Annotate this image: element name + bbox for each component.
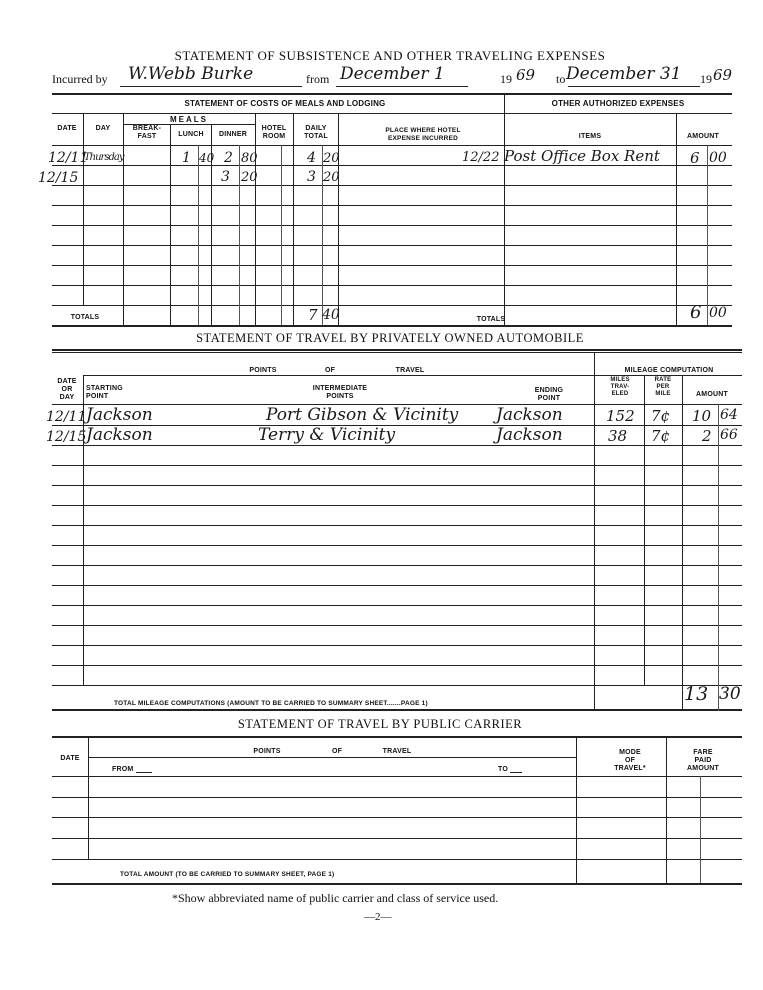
row-item: Post Office Box Rent xyxy=(504,147,660,165)
carrier-total-label: TOTAL AMOUNT (TO BE CARRIED TO SUMMARY SHEET, PAGE 1) xyxy=(120,871,335,878)
auto-row-rate: 7¢ xyxy=(651,407,671,425)
auto-col-date: DATE OR DAY xyxy=(57,378,77,401)
to-label: to xyxy=(556,72,566,86)
col-hotel: HOTEL ROOM xyxy=(261,125,287,140)
col-items: ITEMS xyxy=(578,133,602,140)
other-expenses-title: OTHER AUTHORIZED EXPENSES xyxy=(551,99,685,108)
row-lunch-dollars: 1 xyxy=(182,150,191,166)
auto-row-amount-dollars: 2 xyxy=(702,427,712,445)
row-daily-dollars: 3 xyxy=(307,169,316,185)
carrier-col-from: FROM xyxy=(112,766,134,773)
row-dinner-cents: 20 xyxy=(241,170,258,185)
carrier-section-title: STATEMENT OF TRAVEL BY PUBLIC CARRIER xyxy=(237,717,523,731)
auto-col-rate: RATE PER MILE xyxy=(654,377,672,397)
auto-col-amount: AMOUNT xyxy=(696,391,728,398)
to-year-prefix: 19 xyxy=(700,72,712,86)
incurred-by-label: Incurred by xyxy=(52,72,108,86)
row-daily-dollars: 4 xyxy=(307,150,316,166)
auto-header-points: POINTS xyxy=(249,367,277,374)
total-daily-cents: 40 xyxy=(322,307,340,323)
auto-total-dollars: 13 xyxy=(684,683,709,705)
auto-row-start: Jackson xyxy=(86,405,153,425)
meals-section-title: STATEMENT OF COSTS OF MEALS AND LODGING xyxy=(184,99,386,108)
carrier-col-to: TO xyxy=(498,766,508,773)
col-amount: AMOUNT xyxy=(687,133,719,140)
from-year: 69 xyxy=(516,66,536,84)
carrier-header-of: OF xyxy=(331,748,343,755)
from-year-prefix: 19 xyxy=(500,72,512,86)
auto-col-miles: MILES TRAV- ELED xyxy=(610,377,630,397)
col-lunch: LUNCH xyxy=(178,131,204,138)
footnote: *Show abbreviated name of public carrier and class of service used. xyxy=(172,891,499,905)
row-other-date: 12/22 xyxy=(462,150,500,165)
auto-row-amount-cents: 64 xyxy=(720,407,738,423)
auto-col-starting: STARTING POINT xyxy=(86,385,123,400)
auto-header-of: OF xyxy=(324,367,336,374)
auto-col-ending: ENDING POINT xyxy=(534,387,564,402)
row-daily-cents: 20 xyxy=(323,170,340,185)
auto-header-travel: TRAVEL xyxy=(395,367,425,374)
row-amount-dollars: 6 xyxy=(690,149,700,167)
row-daily-cents: 20 xyxy=(323,151,340,166)
auto-row-miles: 38 xyxy=(608,427,628,445)
row-dinner-dollars: 3 xyxy=(221,169,230,185)
row-date: 12/15 xyxy=(38,170,79,186)
auto-total-label: TOTAL MILEAGE COMPUTATIONS (AMOUNT TO BE CARRIED TO SUMMARY SHEET.......PAGE 1) xyxy=(114,700,428,707)
auto-row-end: Jackson xyxy=(496,425,563,445)
auto-total-cents: 30 xyxy=(719,684,741,704)
row-date: 12/11 xyxy=(48,150,89,166)
col-day: DAY xyxy=(95,125,111,132)
auto-row-amount-cents: 66 xyxy=(720,427,738,443)
row-dinner-dollars: 2 xyxy=(224,150,233,166)
page-number: —2— xyxy=(364,911,392,923)
form-title: STATEMENT OF SUBSISTENCE AND OTHER TRAVELING EXPENSES xyxy=(174,48,606,63)
from-date: December 1 xyxy=(340,64,445,84)
auto-row-amount-dollars: 10 xyxy=(692,407,712,425)
auto-row-miles: 152 xyxy=(606,407,635,425)
to-date: December 31 xyxy=(566,64,682,84)
carrier-col-fare: FARE PAID AMOUNT xyxy=(687,749,719,772)
incurred-by-name: W.Webb Burke xyxy=(128,64,254,84)
row-lunch-cents: 40 xyxy=(199,151,215,165)
auto-col-intermediate: INTERMEDIATE POINTS xyxy=(312,385,368,400)
total-other-dollars: 6 xyxy=(690,302,702,323)
auto-row-intermediate: Terry & Vicinity xyxy=(258,425,396,445)
to-year: 69 xyxy=(713,66,733,84)
auto-row-rate: 7¢ xyxy=(651,427,671,445)
row-amount-cents: 00 xyxy=(709,150,727,166)
auto-row-date: 12/15 xyxy=(46,429,87,445)
meals-group-header: MEALS xyxy=(170,115,208,124)
carrier-header-travel: TRAVEL xyxy=(382,748,412,755)
col-place: PLACE WHERE HOTEL EXPENSE INCURRED xyxy=(385,127,461,142)
row-dinner-cents: 80 xyxy=(241,151,258,166)
totals-label-right: TOTALS xyxy=(476,316,506,323)
col-dinner: DINNER xyxy=(218,131,248,138)
auto-row-end: Jackson xyxy=(496,405,563,425)
auto-row-intermediate: Port Gibson & Vicinity xyxy=(266,405,459,425)
auto-section-title: STATEMENT OF TRAVEL BY PRIVATELY OWNED AUTOMOBILE xyxy=(196,331,584,345)
auto-row-date: 12/11 xyxy=(46,409,87,425)
totals-label-left: TOTALS xyxy=(70,314,100,321)
carrier-header-points: POINTS xyxy=(253,748,281,755)
col-date: DATE xyxy=(57,125,77,132)
from-label: from xyxy=(306,72,330,86)
total-other-cents: 00 xyxy=(709,305,727,321)
row-day: Thursday xyxy=(84,152,124,163)
auto-header-mileage: MILEAGE COMPUTATION xyxy=(624,367,714,374)
total-daily-dollars: 7 xyxy=(308,306,318,324)
col-breakfast: BREAK- FAST xyxy=(132,125,162,140)
carrier-col-date: DATE xyxy=(60,755,80,762)
carrier-col-mode: MODE OF TRAVEL* xyxy=(614,749,646,772)
auto-row-start: Jackson xyxy=(86,425,153,445)
col-daily: DAILY TOTAL xyxy=(304,125,328,140)
